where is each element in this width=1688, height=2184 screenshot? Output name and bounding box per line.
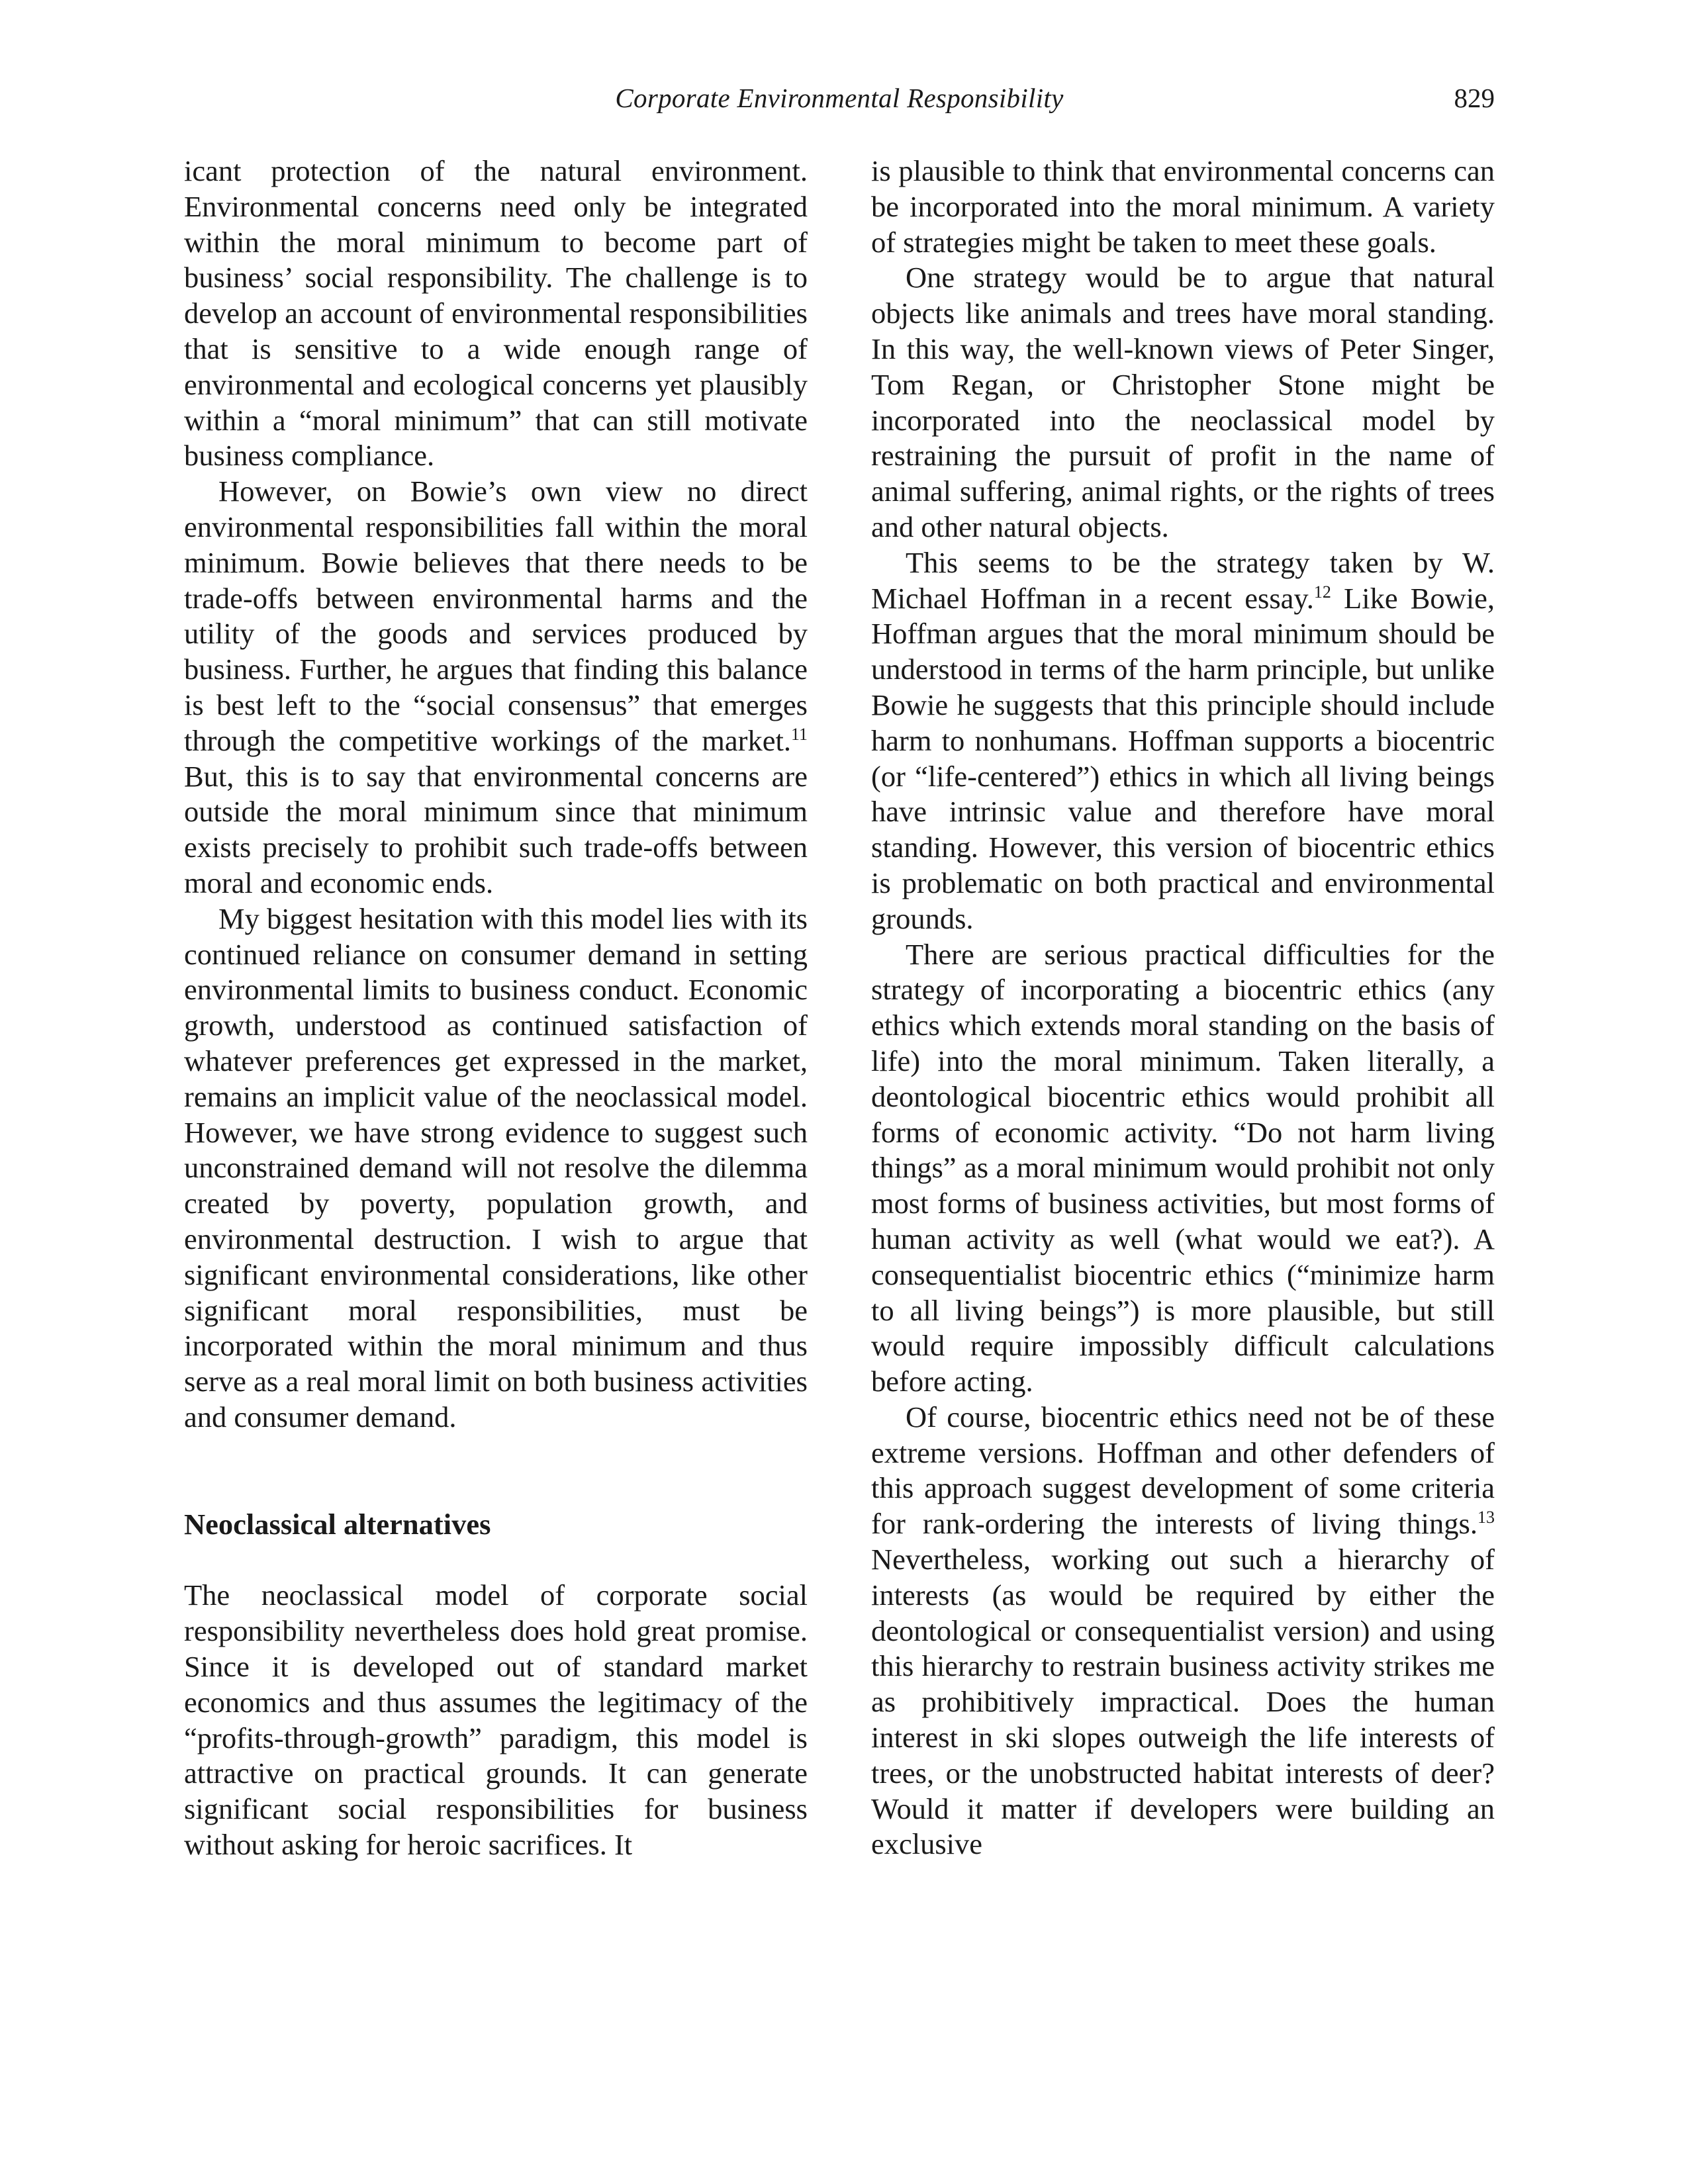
paragraph: The neoclassical model of corporate social responsibility nevertheless does hold great promise. Since it is developed out of standard market economics and thus assumes the legitimacy of the “profits-through-growth” paradigm, this model is attractive on practical grounds. It can generate significant social responsibilities for business without asking for heroic sacrifices. It — [184, 1578, 808, 1862]
paragraph-text: Like Bowie, Hoffman argues that the moral minimum should be understood in terms of the harm principle, but unlike Bowie he suggests that this principle should include harm to nonhumans. Hoffman supports a biocentric (or “life-centered”) ethics in which all living beings have intrinsic value and therefore have moral standing. However, this version of biocentric ethics is problematic on both practical and environmental grounds. — [871, 581, 1495, 935]
right-column — [871, 154, 1495, 1862]
paragraph: icant protection of the natural environment. Environmental concerns need only be integrated within the moral minimum to become part of business’ social responsibility. The challenge is to develop an account of environmental responsibilities that is sensitive to a wide enough range of environmental and ecological concerns yet plausibly within a “moral minimum” that can still motivate business compliance. — [184, 154, 808, 473]
paragraph: One strategy would be to argue that natural objects like animals and trees have moral standing. In this way, the well-known views of Peter Singer, Tom Regan, or Christopher Stone might be incorporated into the neoclassical model by restraining the pursuit of profit in the name of animal suffering, animal rights, or the rights of trees and other natural objects. — [871, 261, 1495, 543]
left-column — [184, 154, 808, 1863]
paragraph-text: Nevertheless, working out such a hierarchy of interests (as would be required by either the deontological or consequentialist version) and using this hierarchy to restrain business activity strikes me as prohibitively impractical. Does the human interest in ski slopes outweigh the life interests of trees, or the unobstructed habitat interests of deer? Would it matter if developers were building an exclusive — [871, 1543, 1495, 1861]
paragraph — [184, 474, 808, 901]
paragraph — [871, 545, 1495, 937]
running-title: Corporate Environmental Responsibility — [615, 83, 1064, 113]
paragraph: There are serious practical difficulties for the strategy of incorporating a biocentric ethics (any ethics which extends moral standing on the basis of life) into the moral minimum. Taken literally, a deontological biocentric ethics would prohibit all forms of economic activity. “Do not harm living things” as a moral minimum would prohibit not only most forms of business activities, but most forms of human activity as well (what would we eat?). A consequentialist biocentric ethics (“minimize harm to all living beings”) is more plausible, but still would require impossibly difficult calculations before acting. — [871, 937, 1495, 1398]
paragraph-text: But, this is to say that environmental concerns are outside the moral minimum since that minimum exists precisely to prohibit such trade-offs between moral and economic ends. — [184, 759, 808, 899]
paragraph-text: Of course, biocentric ethics need not be of these extreme versions. Hoffman and other defenders of this approach suggest development of some criteria for rank-ordering the interests of living things. — [871, 1400, 1495, 1541]
section-heading: Neoclassical alternatives — [184, 1507, 491, 1541]
paragraph: My biggest hesitation with this model lies with its continued reliance on consumer demand in setting environmental limits to business conduct. Economic growth, understood as continued satisfaction of whatever preferences get expressed in the market, remains an implicit value of the neoclassical model. However, we have strong evidence to suggest such unconstrained demand will not resolve the dilemma created by poverty, population growth, and environmental destruction. I wish to argue that significant environmental considerations, like other significant moral responsibilities, must be incorporated within the moral minimum and thus serve as a real moral limit on both business activities and consumer demand. — [184, 901, 808, 1433]
page-number: 829 — [1454, 83, 1495, 113]
paragraph — [871, 1400, 1495, 1862]
footnote-ref: 12 — [1313, 582, 1331, 602]
paragraph-text: This seems to be the strategy taken by W. Michael Hoffman in a recent essay. — [871, 545, 1495, 615]
footnote-ref: 13 — [1477, 1508, 1495, 1527]
paragraph: is plausible to think that environmental concerns can be incorporated into the moral minimum. A variety of strategies might be taken to meet these goals. — [871, 154, 1495, 259]
paragraph-text: However, on Bowie’s own view no direct environmental responsibilities fall within the moral minimum. Bowie believes that there needs to be trade-offs between environmental harms and the utility of the goods and services produced by business. Further, he argues that finding this balance is best left to the “social consensus” that emerges through the competitive workings of the market. — [184, 475, 808, 757]
footnote-ref: 11 — [790, 724, 808, 744]
page-header — [184, 78, 1495, 118]
